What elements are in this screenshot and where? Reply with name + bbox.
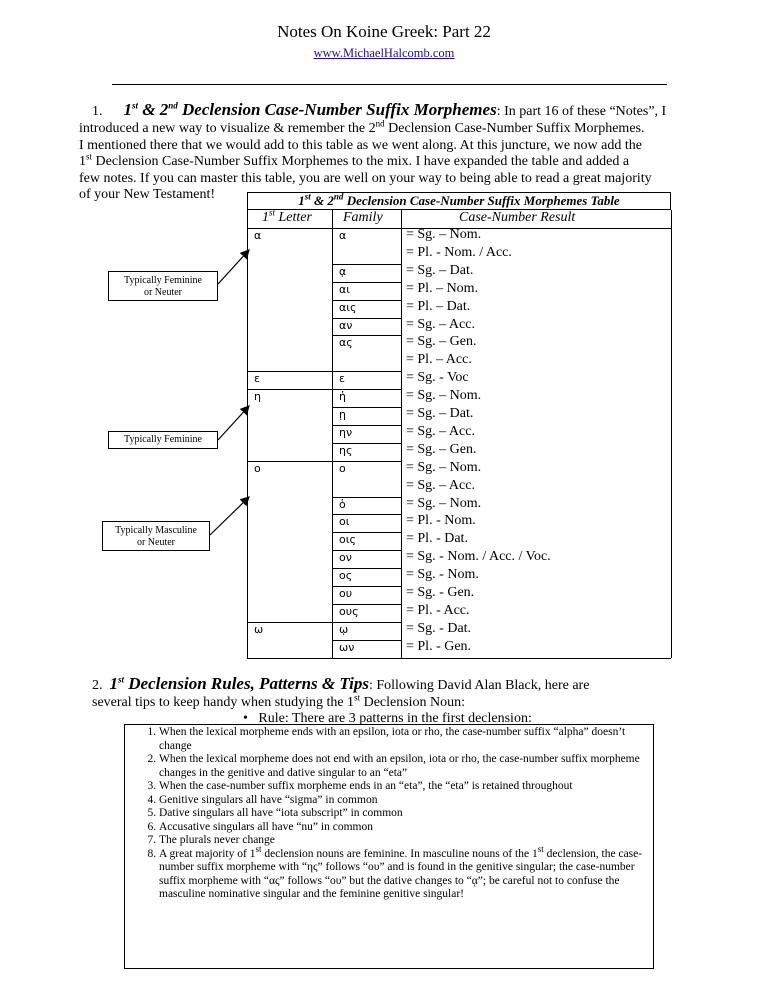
table-cell-family: αν [339, 318, 353, 332]
rule-item: 4. Genitive singulars all have “sigma” in common [159, 794, 656, 808]
table-cell-family: αι [339, 282, 350, 296]
table-cell-result: = Pl. - Acc. [406, 602, 470, 618]
table-cell-result: = Pl. - Gen. [406, 638, 472, 654]
table-cell-letter: ω [254, 622, 264, 636]
col-header-result: Case-Number Result [459, 210, 576, 225]
table-cell-result: = Sg. – Nom. [406, 495, 482, 511]
table-cell-result: = Pl. – Dat. [406, 298, 471, 314]
table-cell-letter: η [254, 390, 261, 404]
table-cell-result: = Sg. – Gen. [406, 441, 477, 457]
table-cell-family: ος [339, 569, 353, 583]
rule-item: 3. When the case-number suffix morpheme ends in an “eta”, the “eta” is retained throughout [159, 780, 656, 794]
website-link[interactable]: www.MichaelHalcomb.com [313, 46, 455, 60]
table-cell-result: = Sg. - Gen. [406, 585, 475, 600]
arrow-masc-neuter [210, 497, 249, 535]
table-cell-letter: α [254, 229, 262, 242]
table-cell-letter: ο [254, 461, 261, 475]
table-cell-family: ἡ [339, 390, 346, 404]
table-cell-family: αις [339, 300, 357, 314]
table-cell-result: = Sg. – Nom. [406, 459, 482, 475]
table-cell-family: ου [339, 587, 353, 600]
table-cell-result: = Sg. – Nom. [406, 227, 482, 242]
section1-line2: introduced a new way to visualize & remember the 2nd Declension Case-Number Suffix Morphemes. [79, 118, 645, 136]
table-cell-result: = Pl. – Nom. [406, 280, 479, 296]
table-cell-family: ο [339, 461, 346, 475]
section1-number: 1. [92, 104, 103, 119]
table-cell-family: οις [339, 533, 356, 547]
table-cell-family: ας [339, 336, 353, 350]
section1-line4: 1st Declension Case-Number Suffix Morphemes to the mix. I have expanded the table and added a [79, 151, 630, 169]
rule-item: 6. Accusative singulars all have “nu” in common [159, 821, 656, 835]
rule-item: 5. Dative singulars all have “iota subscript” in common [159, 807, 656, 821]
table-cell-family: οι [339, 515, 350, 529]
table-cell-result: = Sg. – Dat. [406, 262, 474, 278]
table-cell-result: = Sg. - Voc [406, 370, 469, 386]
section1-intro: : In part 16 of these “Notes”, I [496, 104, 667, 119]
table-cell-family: ον [339, 551, 352, 565]
table-cell-result: = Sg. - Dat. [406, 620, 472, 636]
section1-line3: I mentioned there that we would add to this table as we went along. At this juncture, we now add the [79, 138, 642, 153]
rule-item: 7. The plurals never change [159, 834, 656, 848]
table-cell-family: ης [339, 443, 353, 457]
table-cell-result: = Sg. – Acc. [406, 423, 475, 439]
rule-item: 8. A great majority of 1st declension nouns are feminine. In masculine nouns of the 1st declension, the case-number suffix morpheme with “ης” follows “ου” and is found in the genitive singular; the case-number suffix morpheme with “ας” follows “ου” but the dative changes to “ᾳ”; be careful not to confuse the masculine nominative singular and the feminine genitive singular! [159, 848, 656, 902]
table-cell-result: = Sg. - Nom. / Acc. / Voc. [406, 549, 551, 565]
section1-line5: few notes. If you can master this table, you are well on your way to being able to read a great majority [79, 171, 652, 186]
rule-item: 1. When the lexical morpheme ends with an epsilon, iota or rho, the case-number suffix “alpha” doesn’t change [159, 726, 656, 753]
table-cell-family: ῃ [339, 408, 346, 421]
table-cell-result: = Pl. – Acc. [406, 352, 472, 368]
table-cell-family: ᾳ [339, 264, 347, 278]
table-cell-result: = Sg. – Nom. [406, 388, 482, 404]
table-cell-family: ην [339, 425, 353, 439]
section1-heading: 1st & 2nd Declension Case-Number Suffix Morphemes [123, 100, 497, 119]
arrow-fem-neuter [218, 250, 249, 284]
section1-line6: of your New Testament! [79, 187, 216, 202]
section2-bullet: • Rule: There are 3 patterns in the first declension: [243, 711, 532, 726]
table-cell-result: = Pl. - Nom. [406, 513, 476, 529]
rule-item: 2. When the lexical morpheme does not end with an epsilon, iota or rho, the case-number suffix morpheme changes in the genitive and dative singular to an “eta” [159, 753, 656, 780]
table-cell-family: ε [339, 372, 345, 386]
col-header-letter: 1st Letter [262, 207, 312, 225]
table-cell-family: ὁ [339, 497, 346, 511]
table-cell-result: = Sg. – Acc. [406, 316, 475, 332]
table-cell-letter: ε [254, 372, 260, 386]
table-title: 1st & 2nd Declension Case-Number Suffix Morphemes Table [247, 192, 671, 210]
table-cell-result: = Sg. – Dat. [406, 406, 474, 421]
table-cell-result: = Pl. - Dat. [406, 531, 468, 547]
section2-line2: several tips to keep handy when studying the 1st Declension Noun: [92, 692, 466, 710]
section2-number: 2. [92, 678, 103, 693]
arrow-fem [218, 406, 249, 440]
table-cell-family: ῳ [339, 622, 349, 636]
note-fem-neuter: Typically Feminine or Neuter [108, 271, 218, 301]
note-fem: Typically Feminine [108, 431, 218, 449]
note-masc-neuter: Typically Masculine or Neuter [102, 521, 210, 551]
table-cell-family: ων [339, 640, 355, 654]
page-title: Notes On Koine Greek: Part 22 [277, 22, 491, 41]
table-cell-result: = Sg. - Nom. [406, 567, 479, 583]
table-cell-result: = Sg. – Acc. [406, 477, 475, 493]
rules-list [131, 726, 656, 902]
section2-intro: : Following David Alan Black, here are [368, 678, 590, 693]
section2-heading: 1st Declension Rules, Patterns & Tips [109, 674, 369, 693]
section2-line1 [92, 675, 589, 695]
table-cell-result: = Pl. - Nom. / Acc. [406, 244, 512, 260]
table-cell-result: = Sg. – Gen. [406, 334, 477, 350]
table-cell-family: ους [339, 604, 359, 618]
col-header-family: Family [343, 210, 383, 225]
table-cell-family: α [339, 229, 347, 242]
